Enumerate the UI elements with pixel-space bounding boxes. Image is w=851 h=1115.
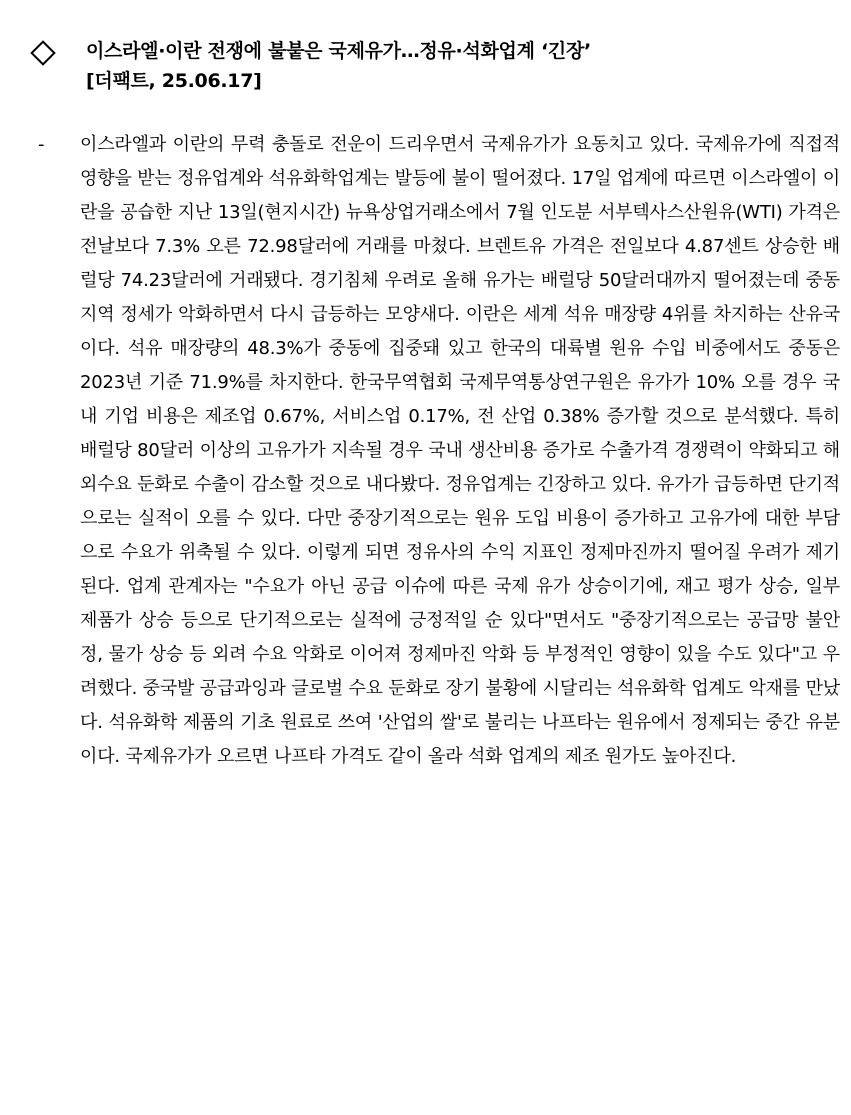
headline-title: 이스라엘·이란 전쟁에 불붙은 국제유가…정유·석화업계 ‘긴장’ — [86, 40, 591, 62]
article-headline — [28, 36, 828, 96]
diamond-outline-icon — [30, 40, 55, 65]
headline-source: [더팩트, 25.06.17] — [86, 70, 262, 92]
article-body — [28, 128, 840, 774]
headline-row — [28, 36, 828, 96]
dash-marker: - — [38, 134, 45, 155]
body-paragraph: 이스라엘과 이란의 무력 충돌로 전운이 드리우면서 국제유가가 요동치고 있다. 국제유가에 직접적 영향을 받는 정유업계와 석유화학업계는 발등에 불이 떨어졌다. 17일 업계에 따르면 이스라엘이 이란을 공습한 지난 13일(현지시간) 뉴욕상업거래소에서 7월 인도분 서부텍사스산원유(WTI) 가격은 전날보다 7.3% 오른 72.98달러에 거래를 마쳤다. 브렌트유 가격은 전일보다 4.87센트 상승한 배럴당 74.23달러에 거래됐다. 경기침체 우려로 올해 유가는 배럴당 50달러대까지 떨어졌는데 중동 지역 정세가 악화하면서 다시 급등하는 모양새다. 이란은 세계 석유 매장량 4위를 차지하는 산유국이다. 석유 매장량의 48.3%가 중동에 집중돼 있고 한국의 대륙별 원유 수입 비중에서도 중동은 2023년 기준 71.9%를 차지한다. 한국무역협회 국제무역통상연구원은 유가가 10% 오를 경우 국내 기업 비용은 제조업 0.67%, 서비스업 0.17%, 전 산업 0.38% 증가할 것으로 분석했다. 특히 배럴당 80달러 이상의 고유가가 지속될 경우 국내 생산비용 증가로 수출가격 경쟁력이 약화되고 해외수요 둔화로 수출이 감소할 것으로 내다봤다. 정유업계는 긴장하고 있다. 유가가 급등하면 단기적으로는 실적이 오를 수 있다. 다만 중장기적으로는 원유 도입 비용이 증가하고 고유가에 대한 부담으로 수요가 위축될 수 있다. 이렇게 되면 정유사의 수익 지표인 정제마진까지 떨어질 우려가 제기된다. 업계 관계자는 "수요가 아닌 공급 이슈에 따른 국제 유가 상승이기에, 재고 평가 상승, 일부 제품가 상승 등으로 단기적으로는 실적에 긍정적일 순 있다"면서도 "중장기적으로는 공급망 불안정, 물가 상승 등 외려 수요 악화로 이어져 정제마진 악화 등 부정적인 영향이 있을 수도 있다"고 우려했다. 중국발 공급과잉과 글로벌 수요 둔화로 장기 불황에 시달리는 석유화학 업계도 악재를 만났다. 석유화학 제품의 기초 원료로 쓰여 '산업의 쌀'로 불리는 나프타는 원유에서 정제되는 중간 유분이다. 국제유가가 오르면 나프타 가격도 같이 올라 석화 업계의 제조 원가도 높아진다. — [80, 134, 840, 767]
headline-text — [86, 36, 591, 96]
